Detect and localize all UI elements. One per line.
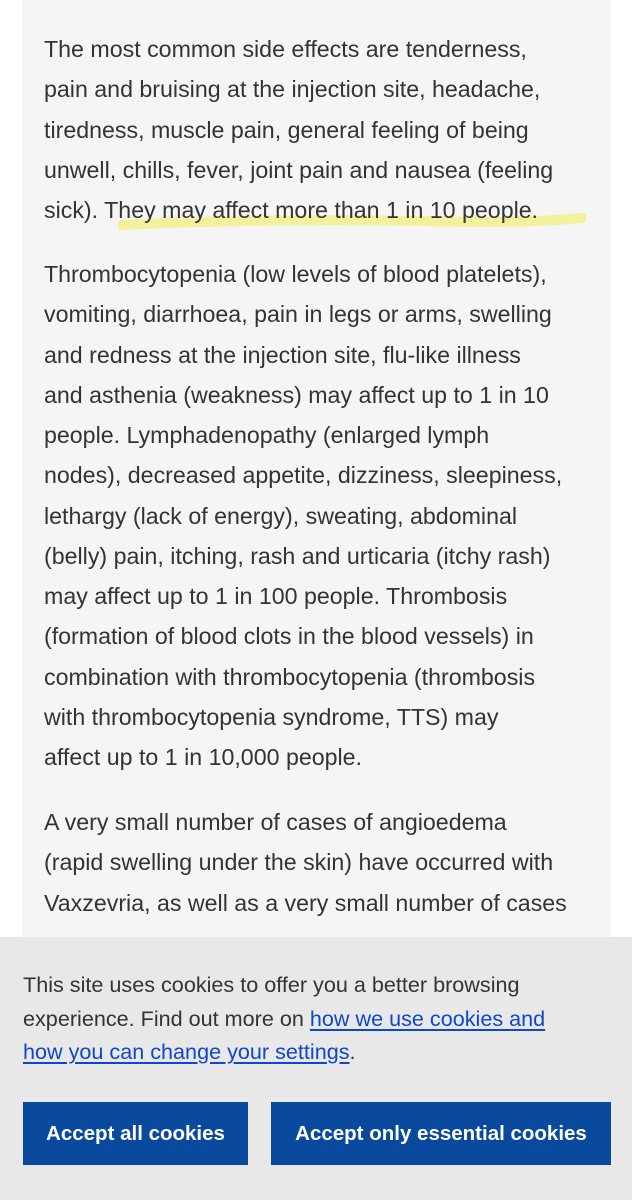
text-line: tiredness, muscle pain, general feeling of being [44,116,529,143]
text-line: (rapid swelling under the skin) have occurred with [44,849,554,876]
text-line-highlighted [44,190,594,230]
cookie-text-segment: . [349,1039,356,1064]
text-line: affect up to 1 in 10,000 people. [44,744,363,770]
text-line: combination with thrombocytopenia (thrombosis [44,663,536,690]
text-line: (formation of blood clots in the blood vessels) in [44,623,534,650]
cookie-banner [0,937,632,1200]
cookie-message [23,968,613,1069]
cookie-text-segment: experience. Find out more on [23,1005,310,1031]
text-line: people. Lymphadenopathy (enlarged lymph [44,422,490,448]
text-line: may affect up to 1 in 100 people. Thrombosis [44,583,508,609]
text-line: Thrombocytopenia (low levels of blood platelets), [44,261,547,287]
cookie-settings-link[interactable]: how you can change your settings [23,1039,350,1064]
paragraph-thrombocytopenia [44,254,594,777]
accept-essential-cookies-button[interactable]: Accept only essential cookies [271,1102,611,1165]
cookie-text-line [23,1035,613,1069]
text-line: pain and bruising at the injection site, headache, [44,76,541,103]
paragraph-angioedema [44,802,594,923]
text-line: lethargy (lack of energy), sweating, abdominal [44,502,518,529]
text-line: vomiting, diarrhoea, pain in legs or arms, swelling [44,301,552,328]
text-line: The most common side effects are tenderness, [44,36,527,62]
paragraph-common-side-effects [44,29,594,230]
highlighted-text: hey may affect more than 1 in 10 people [118,197,532,223]
text-line: unwell, chills, fever, joint pain and nausea (feeling [44,156,554,183]
accept-all-cookies-button[interactable]: Accept all cookies [23,1102,248,1165]
text-line: Vaxzevria, as well as a very small number of cases [44,889,567,916]
cookie-policy-link[interactable]: how we use cookies and [309,1005,546,1031]
text-line: A very small number of cases of angioedema [44,809,507,835]
text-line: (belly) pain, itching, rash and urticaria (itchy rash) [44,542,551,569]
text-line: and redness at the injection site, flu-like illness [44,341,521,368]
text-segment: . [531,197,539,223]
text-line: with thrombocytopenia syndrome, TTS) may [44,703,499,730]
cookie-text-line [23,1002,613,1036]
cookie-text-line: This site uses cookies to offer you a better browsing [23,972,520,997]
text-line: and asthenia (weakness) may affect up to 1 in 10 [44,381,549,408]
text-segment: sick). T [44,197,119,223]
text-line: nodes), decreased appetite, dizziness, sleepiness, [44,462,563,489]
